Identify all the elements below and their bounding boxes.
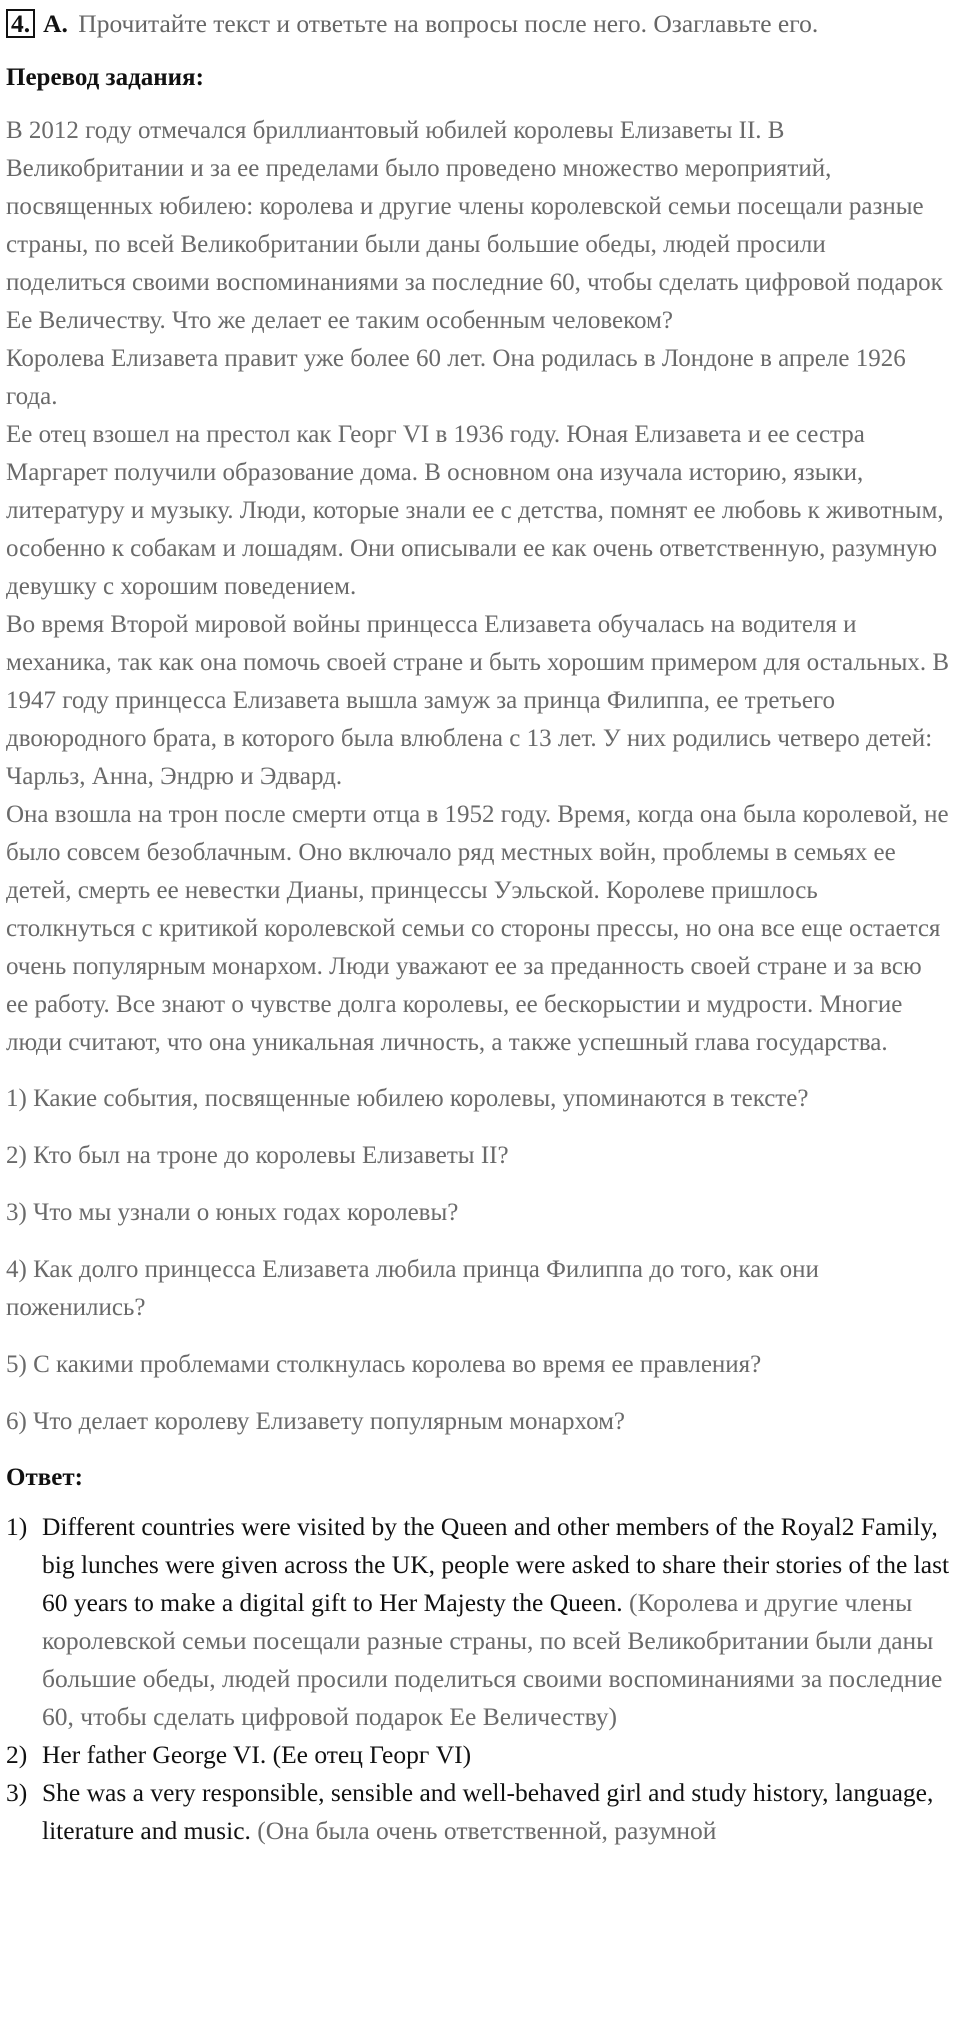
answer-english: She was a very responsible, sensible and well-behaved girl and study history, language, literature and music.	[42, 1778, 934, 1845]
answer-item	[6, 1736, 950, 1774]
answer-english: Her father George VI. (Ее отец Георг VI)	[42, 1740, 472, 1769]
translation-heading: Перевод задания:	[6, 64, 204, 91]
passage-paragraph: Ее отец взошел на престол как Георг VI в 1936 году. Юная Елизавета и ее сестра Маргарет получили образование дома. В основном она изучала историю, языки, литературу и музыку. Люди, которые знали ее с детства, помнят ее любовь к животным, особенно к собакам и лошадям. Они описывали ее как очень ответственную, разумную девушку с хорошим поведением.	[6, 421, 944, 600]
answer-russian: (Она была очень ответственной, разумной	[257, 1816, 717, 1845]
answer-english: Different countries were visited by the Queen and other members of the Royal2 Family, big lunches were given across the UK, people were asked to share their stories of the last 60 years to make a digital gift to Her Majesty the Queen.	[42, 1512, 950, 1617]
answer-heading: Ответ:	[6, 1464, 83, 1491]
question-item: 3) Что мы узнали о юных годах королевы?	[6, 1199, 459, 1226]
task-number-badge: 4.	[6, 9, 35, 38]
passage-paragraph: В 2012 году отмечался бриллиантовый юбилей королевы Елизаветы II. В Великобритании и за ее пределами было проведено множество мероприятий, посвященных юбилею: королева и другие члены королевской семьи посещали разные страны, по всей Великобритании были даны большие обеды, людей просили поделиться своими воспоминаниями за последние 60, чтобы сделать цифровой подарок Ее Величеству. Что же делает ее таким особенным человеком?	[6, 117, 943, 334]
question-item: 4) Как долго принцесса Елизавета любила принца Филиппа до того, как они поженились?	[6, 1256, 819, 1321]
translated-passage	[6, 112, 950, 1062]
answer-number: 3)	[6, 1778, 28, 1807]
question-list	[6, 1080, 950, 1441]
passage-paragraph: Королева Елизавета правит уже более 60 лет. Она родилась в Лондоне в апреле 1926 года.	[6, 345, 906, 410]
passage-paragraph: Она взошла на трон после смерти отца в 1952 году. Время, когда она была королевой, не было совсем безоблачным. Оно включало ряд местных войн, проблемы в семьях ее детей, смерть ее невестки Дианы, принцессы Уэльской. Королеве пришлось столкнуться с критикой королевской семьи со стороны прессы, но она все еще остается очень популярным монархом. Люди уважают ее за преданность своей стране и за всю ее работу. Все знают о чувстве долга королевы, ее бескорыстии и мудрости. Многие люди считают, что она уникальная личность, а также успешный глава государства.	[6, 801, 949, 1056]
question-item: 1) Какие события, посвященные юбилею королевы, упоминаются в тексте?	[6, 1085, 809, 1112]
answer-number: 2)	[6, 1740, 28, 1769]
question-item: 5) С какими проблемами столкнулась королева во время ее правления?	[6, 1351, 762, 1378]
task-instruction: Прочитайте текст и ответьте на вопросы после него. Озаглавьте его.	[78, 9, 819, 38]
task-letter: А.	[43, 9, 68, 38]
question-item: 6) Что делает королеву Елизавету популярным монархом?	[6, 1408, 626, 1435]
question-item: 2) Кто был на троне до королевы Елизаветы II?	[6, 1142, 509, 1169]
answer-item	[6, 1508, 950, 1736]
answer-item	[6, 1774, 950, 1850]
answer-russian: (Королева и другие члены королевской семьи посещали разные страны, по всей Великобритании были даны большие обеды, людей просили поделиться своими воспоминаниями за последние 60, чтобы сделать цифровой подарок Ее Величеству)	[42, 1588, 943, 1731]
answer-number: 1)	[6, 1512, 28, 1541]
task-header	[6, 6, 950, 42]
passage-paragraph: Во время Второй мировой войны принцесса Елизавета обучалась на водителя и механика, так как она помочь своей стране и быть хорошим примером для остальных. В 1947 году принцесса Елизавета вышла замуж за принца Филиппа, ее третьего двоюродного брата, в которого была влюблена с 13 лет. У них родились четверо детей: Чарльз, Анна, Эндрю и Эдвард.	[6, 611, 950, 790]
answer-list	[6, 1508, 950, 1850]
